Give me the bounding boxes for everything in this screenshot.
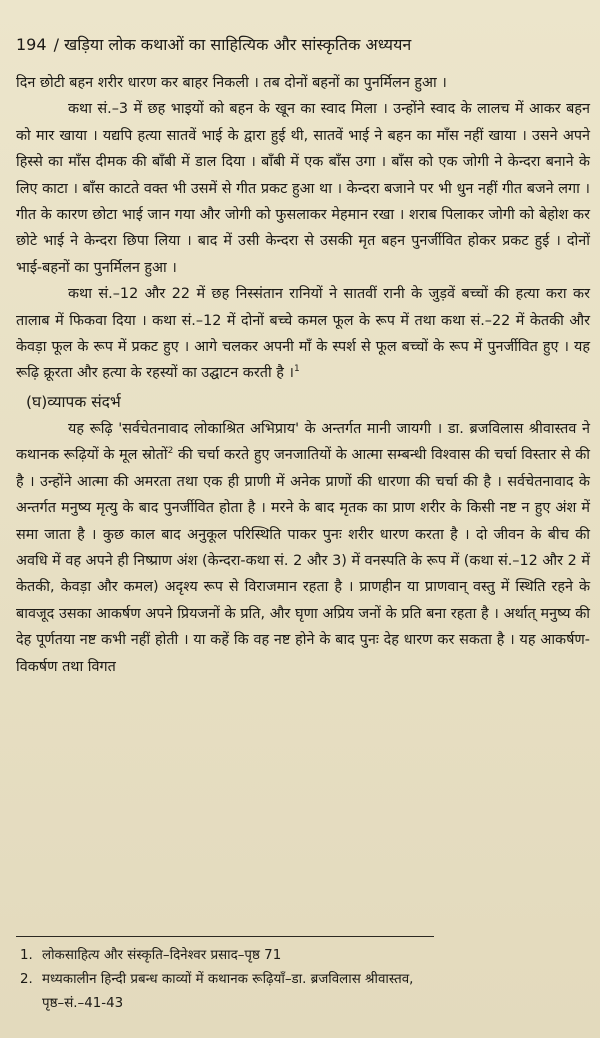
footnote-2-continuation: पृष्ठ–सं.–41-43 <box>42 996 124 1011</box>
footnote-text: मध्यकालीन हिन्दी प्रबन्ध काव्यों में कथानक रूढ़ियाँ–डा. ब्रजविलास श्रीवास्तव, <box>42 972 414 987</box>
footnote-ref-2: 2 <box>167 446 174 457</box>
footnote-1 <box>20 944 590 968</box>
paragraph-continuation: दिन छोटी बहन शरीर धारण कर बाहर निकली । तब दोनों बहनों का पुनर्मिलन हुआ । <box>16 75 447 91</box>
footnote-ref-1: 1 <box>293 364 300 375</box>
paragraph-broad-context: यह रूढ़ि 'सर्वचेतनावाद लोकाश्रित अभिप्राय' के अन्तर्गत मानी जायगी । डा. ब्रजविलास श्रीवास्तव ने कथानक रूढ़ियों के मूल स्रोतों$^2$ की चर्चा करते हुए जनजातियों के आत्मा सम्बन्धी विश्वास की चर्चा विस्तार से की है । उन्होंने आत्मा की अमरता तथा एक ही प्राणी में अनेक प्राणों की धारणा की चर्चा की है । सर्वचेतनावाद के अन्तर्गत मनुष्य मृत्यु के बाद पुनर्जीवित होता है । मरने के बाद मृतक का प्राण शरीर के किसी नष्ट न हुए अंश में समा जाता है । कुछ काल बाद अनुकूल परिस्थिति पाकर पुनः शरीर धारण करता है । दो जीवन के बीच की अवधि में वह अपने ही निष्प्राण अंश (केन्दरा-कथा सं. 2 और 3) में वनस्पति के रूप में (कथा सं.–12 और 2 में केतकी, केवड़ा और कमल) अदृश्य रूप से विराजमान रहता है । प्राणहीन या प्राणवान् वस्तु में स्थिति रहने के बावजूद उसका आकर्षण अपने प्रियजनों के प्रति, और घृणा अप्रिय जनों के प्रति बना रहता है । अर्थात् मनुष्य की देह पूर्णतया नष्ट कभी नहीं होती । या कहें कि वह नष्ट होने के बाद पुनः देह धारण कर सकता है । यह आकर्षण-विकर्षण तथा विगत <box>16 420 590 675</box>
footnote-number: 1. <box>20 948 33 963</box>
paragraph-story-3: कथा सं.–3 में छह भाइयों को बहन के खून का स्वाद मिला । उन्होंने स्वाद के लालच में आकर बहन को मार खाया । यद्यपि हत्या सातवें भाई के द्वारा हुई थी, सातवें भाई ने बहन का माँस नहीं खाया । उसने अपने हिस्से का माँस दीमक की बाँबी में डाल दिया । बाँबी में एक बाँस उगा । बाँस को एक जोगी ने केन्दरा बनाने के लिए काटा । बाँस काटते वक्त भी उसमें से गीत प्रकट हुआ था । केन्दरा बजाने पर भी धुन नहीं गीत बजने लगा । गीत के कारण छोटा भाई जान गया और जोगी को फुसलाकर मेहमान रखा । शराब पिलाकर जोगी को बेहोश कर छोटे भाई ने केन्दरा छिपा लिया । बाद में उसी केन्दरा से उसकी मृत बहन पुनर्जीवित होकर प्रकट हुई । दोनों भाई-बहनों का पुनर्मिलन हुआ । <box>16 101 590 276</box>
page-number: 194 <box>16 35 47 54</box>
book-title: खड़िया लोक कथाओं का साहित्यिक और सांस्कृतिक अध्ययन <box>64 35 412 54</box>
body-text <box>16 70 590 680</box>
footnote-text: लोकसाहित्य और संस्कृति–दिनेश्वर प्रसाद–पृष्ठ 71 <box>42 948 282 963</box>
running-header <box>16 34 590 56</box>
footnote-number: 2. <box>20 972 33 987</box>
footnote-2 <box>20 968 590 992</box>
section-heading: (घ)व्यापक संदर्भ <box>26 392 121 411</box>
paragraph-story-12-22: कथा सं.–12 और 22 में छह निस्संतान रानियों ने सातवीं रानी के जुड़वें बच्चों की हत्या करा कर तालाब में फिकवा दिया । कथा सं.–12 में दोनों बच्चे कमल फूल के रूप में तथा कथा सं.–22 में केतकी और केवड़ा फूल के रूप में प्रकट हुए । आगे चलकर अपनी माँ के स्पर्श से फूल बच्चों के रूप में पुनर्जीवित हुए । यह रूढ़ि क्रूरता और हत्या के रहस्यों का उद्घाटन करती है ।$^1$ <box>16 286 590 382</box>
footnotes <box>20 944 590 1016</box>
header-separator: / <box>53 35 60 54</box>
footnote-divider <box>16 936 434 937</box>
